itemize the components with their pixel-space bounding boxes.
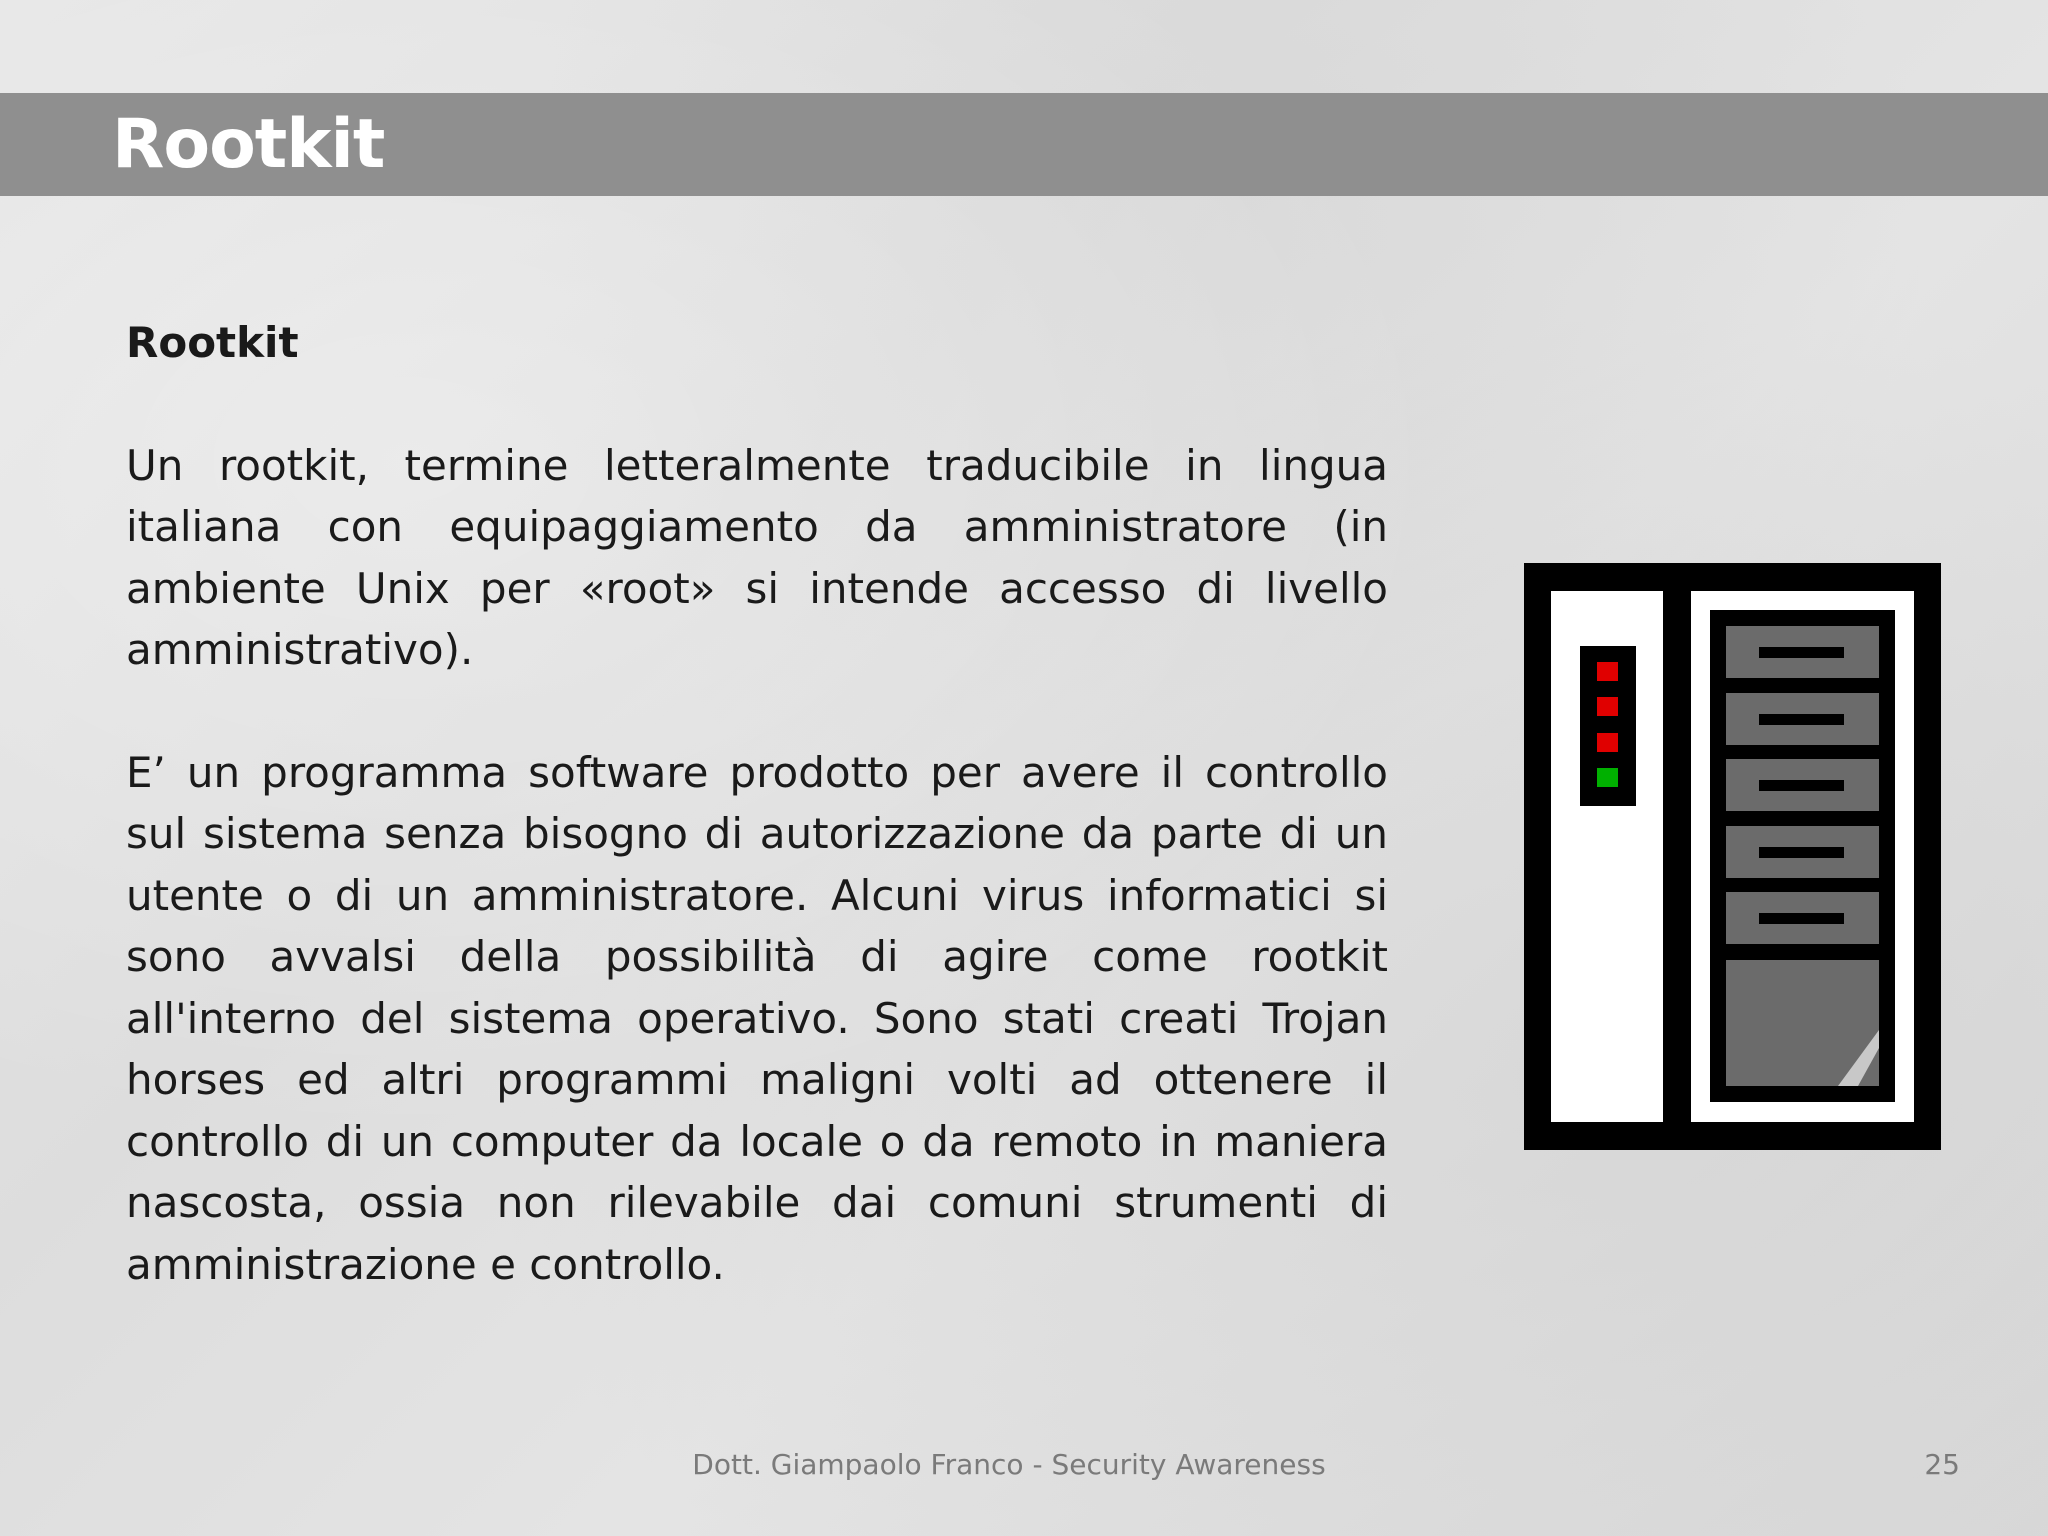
slide-content: [126, 312, 1388, 1356]
led-red-3: [1597, 733, 1618, 752]
led-green: [1597, 768, 1618, 787]
footer-text: Dott. Giampaolo Franco - Security Awareness: [692, 1448, 1326, 1481]
led-red-1: [1597, 662, 1618, 681]
page-number: 25: [1924, 1448, 1960, 1481]
slide-title: Rootkit: [112, 105, 385, 184]
led-red-2: [1597, 697, 1618, 716]
paragraph-description: E’ un programma software prodotto per avere il controllo sul sistema senza bisogno di autorizzazione da parte di un utente o di un amministratore. Alcuni virus informatici si sono avvalsi della possibilità di agire come rootkit all'interno del sistema operativo. Sono stati creati Trojan horses ed altri programmi maligni volti ad ottenere il controllo di un computer da locale o da remoto in maniera nascosta, ossia non rilevabile dai comuni strumenti di amministrazione e controllo.: [126, 747, 1388, 1289]
server-tower-icon: [1524, 563, 1941, 1150]
content-heading: Rootkit: [126, 318, 299, 367]
paragraph-definition: Un rootkit, termine letteralmente traducibile in lingua italiana con equipaggiamento da amministratore (in ambiente Unix per «root» si intende accesso di livello amministrativo).: [126, 440, 1388, 674]
title-bar: [0, 93, 2048, 196]
